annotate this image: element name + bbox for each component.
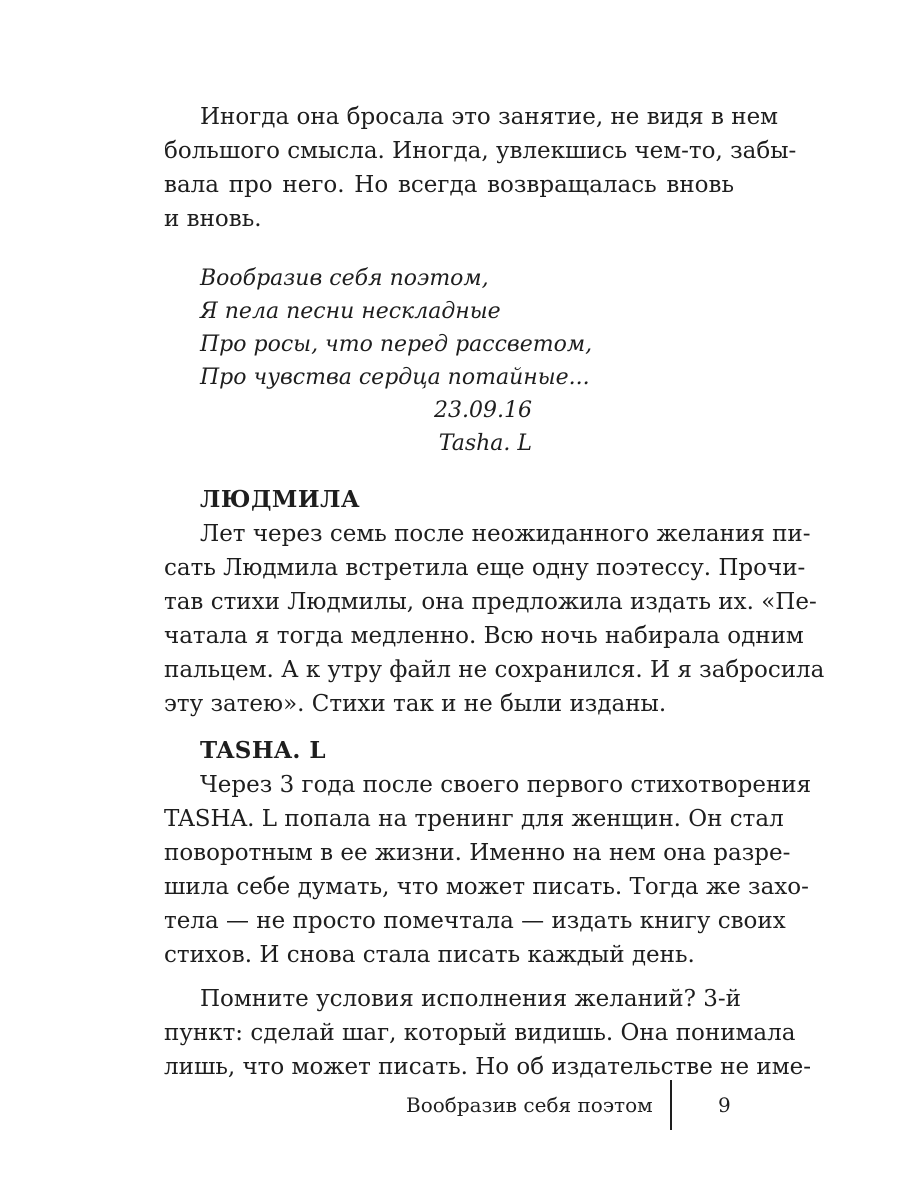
poem-verse: Про чувства сердца потайные...	[200, 365, 590, 390]
poem-verse: Я пела песни нескладные	[200, 299, 501, 324]
footer-divider	[670, 1080, 672, 1130]
text-line: Помните условия исполнения желаний? 3-й	[200, 986, 741, 1012]
text-line: TASHA. L попала на тренинг для женщин. Он стал	[164, 806, 784, 832]
page-number: 9	[718, 1093, 731, 1117]
text-line: Через 3 года после своего первого стихотворения	[200, 772, 812, 798]
section-heading: ЛЮДМИЛА	[200, 486, 361, 513]
poem-verse: Вообразив себя поэтом,	[200, 266, 489, 291]
text-line: пальцем. А к утру файл не сохранился. И я забросила	[164, 657, 825, 683]
poem-verse: Про росы, что перед рассветом,	[200, 332, 593, 357]
poem-block	[200, 262, 593, 460]
text-line: сать Людмила встретила еще одну поэтессу. Прочи-	[164, 555, 806, 581]
poem-signature: Tasha. L	[438, 431, 532, 456]
running-title: Вообразив себя поэтом	[406, 1093, 653, 1117]
text-line: чатала я тогда медленно. Всю ночь набирала одним	[164, 623, 804, 649]
text-line: вала про него. Но всегда возвращалась вновь	[164, 172, 734, 198]
text-line: пункт: сделай шаг, который видишь. Она понимала	[164, 1020, 796, 1046]
text-line: и вновь.	[164, 206, 262, 232]
text-line: эту затею». Стихи так и не были изданы.	[164, 691, 667, 717]
text-line: поворотным в ее жизни. Именно на нем она разре-	[164, 840, 791, 866]
paragraph-intro	[164, 100, 797, 236]
text-line: стихов. И снова стала писать каждый день.	[164, 942, 695, 968]
text-line: тав стихи Людмилы, она предложила издать их. «Пе-	[164, 589, 817, 615]
text-line: шила себе думать, что может писать. Тогда же захо-	[164, 874, 809, 900]
text-line: Лет через семь после неожиданного желания пи-	[200, 521, 811, 547]
section-heading: TASHA. L	[200, 737, 327, 764]
text-line: лишь, что может писать. Но об издательстве не име-	[164, 1054, 811, 1080]
poem-date: 23.09.16	[434, 398, 532, 423]
text-line: Иногда она бросала это занятие, не видя в нем	[200, 104, 779, 130]
text-line: тела — не просто помечтала — издать книгу своих	[164, 908, 786, 934]
text-line: большого смысла. Иногда, увлекшись чем-то, забы-	[164, 138, 797, 164]
section-ludmila	[164, 483, 825, 721]
section-tasha	[164, 734, 812, 1084]
